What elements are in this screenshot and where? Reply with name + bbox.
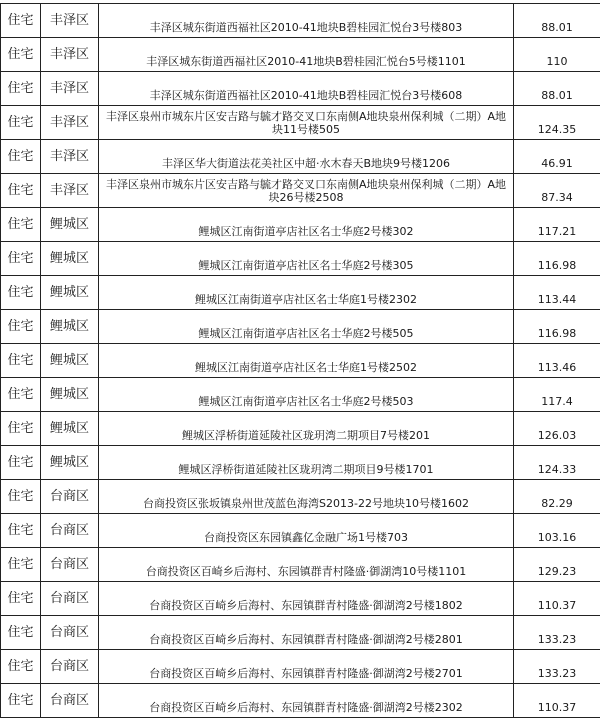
address-cell: 台商投资区百崎乡后海村、东园镇群青村隆盛·御湖湾2号楼2701 <box>99 650 514 684</box>
table-row <box>1 4 600 38</box>
district-cell: 鲤城区 <box>41 344 99 378</box>
district-cell: 台商区 <box>41 480 99 514</box>
area-cell: 88.01 <box>514 4 600 38</box>
district-cell: 台商区 <box>41 616 99 650</box>
area-cell: 124.35 <box>514 106 600 140</box>
district-cell: 丰泽区 <box>41 4 99 38</box>
property-type-cell: 住宅 <box>1 140 41 174</box>
table-row <box>1 276 600 310</box>
district-cell: 丰泽区 <box>41 72 99 106</box>
address-cell: 台商投资区百崎乡后海村、东园镇群青村隆盛·御湖湾2号楼2302 <box>99 684 514 718</box>
address-cell: 台商投资区张坂镇泉州世茂蓝色海湾S2013-22号地块10号楼1602 <box>99 480 514 514</box>
area-cell: 124.33 <box>514 446 600 480</box>
property-type-cell: 住宅 <box>1 174 41 208</box>
area-cell: 117.4 <box>514 378 600 412</box>
table-row <box>1 174 600 208</box>
table-row <box>1 616 600 650</box>
property-type-cell: 住宅 <box>1 684 41 718</box>
property-type-cell: 住宅 <box>1 310 41 344</box>
address-cell: 丰泽区城东街道西福社区2010-41地块B碧桂园汇悦台3号楼803 <box>99 4 514 38</box>
address-cell: 鲤城区江南街道亭店社区名士华庭1号楼2302 <box>99 276 514 310</box>
property-type-cell: 住宅 <box>1 4 41 38</box>
address-cell: 鲤城区江南街道亭店社区名士华庭2号楼503 <box>99 378 514 412</box>
area-cell: 133.23 <box>514 616 600 650</box>
area-cell: 126.03 <box>514 412 600 446</box>
property-type-cell: 住宅 <box>1 38 41 72</box>
district-cell: 鲤城区 <box>41 242 99 276</box>
area-cell: 82.29 <box>514 480 600 514</box>
area-cell: 103.16 <box>514 514 600 548</box>
district-cell: 台商区 <box>41 684 99 718</box>
address-cell: 台商投资区百崎乡后海村、东园镇群青村隆盛·御湖湾10号楼1101 <box>99 548 514 582</box>
table-row <box>1 446 600 480</box>
table-row <box>1 310 600 344</box>
property-type-cell: 住宅 <box>1 242 41 276</box>
property-table <box>0 3 600 718</box>
table-row <box>1 548 600 582</box>
area-cell: 133.23 <box>514 650 600 684</box>
address-cell: 丰泽区城东街道西福社区2010-41地块B碧桂园汇悦台5号楼1101 <box>99 38 514 72</box>
property-type-cell: 住宅 <box>1 514 41 548</box>
address-cell: 鲤城区江南街道亭店社区名士华庭2号楼302 <box>99 208 514 242</box>
address-cell: 台商投资区东园镇鑫亿金融广场1号楼703 <box>99 514 514 548</box>
table-row <box>1 684 600 718</box>
address-cell: 鲤城区江南街道亭店社区名士华庭2号楼505 <box>99 310 514 344</box>
address-cell: 台商投资区百崎乡后海村、东园镇群青村隆盛·御湖湾2号楼2801 <box>99 616 514 650</box>
table-body <box>1 4 600 718</box>
property-type-cell: 住宅 <box>1 616 41 650</box>
district-cell: 丰泽区 <box>41 174 99 208</box>
table-row <box>1 208 600 242</box>
table-row <box>1 140 600 174</box>
property-type-cell: 住宅 <box>1 378 41 412</box>
district-cell: 丰泽区 <box>41 38 99 72</box>
area-cell: 46.91 <box>514 140 600 174</box>
area-cell: 116.98 <box>514 242 600 276</box>
district-cell: 鲤城区 <box>41 446 99 480</box>
table-row <box>1 480 600 514</box>
table-row <box>1 72 600 106</box>
property-type-cell: 住宅 <box>1 344 41 378</box>
address-cell: 丰泽区泉州市城东片区安吉路与毓才路交叉口东南侧A地块泉州保利城（二期）A地块26号楼2508 <box>99 174 514 208</box>
table-row <box>1 38 600 72</box>
district-cell: 鲤城区 <box>41 310 99 344</box>
area-cell: 117.21 <box>514 208 600 242</box>
table-row <box>1 344 600 378</box>
address-cell: 丰泽区泉州市城东片区安吉路与毓才路交叉口东南侧A地块泉州保利城（二期）A地块11号楼505 <box>99 106 514 140</box>
property-type-cell: 住宅 <box>1 106 41 140</box>
district-cell: 鲤城区 <box>41 412 99 446</box>
table-row <box>1 514 600 548</box>
district-cell: 台商区 <box>41 548 99 582</box>
area-cell: 110 <box>514 38 600 72</box>
area-cell: 88.01 <box>514 72 600 106</box>
table-row <box>1 106 600 140</box>
area-cell: 129.23 <box>514 548 600 582</box>
property-type-cell: 住宅 <box>1 412 41 446</box>
area-cell: 87.34 <box>514 174 600 208</box>
district-cell: 鲤城区 <box>41 378 99 412</box>
area-cell: 110.37 <box>514 582 600 616</box>
district-cell: 鲤城区 <box>41 208 99 242</box>
table-row <box>1 412 600 446</box>
property-type-cell: 住宅 <box>1 548 41 582</box>
district-cell: 台商区 <box>41 650 99 684</box>
address-cell: 鲤城区江南街道亭店社区名士华庭2号楼305 <box>99 242 514 276</box>
address-cell: 鲤城区江南街道亭店社区名士华庭1号楼2502 <box>99 344 514 378</box>
table-row <box>1 582 600 616</box>
property-type-cell: 住宅 <box>1 208 41 242</box>
property-type-cell: 住宅 <box>1 582 41 616</box>
district-cell: 台商区 <box>41 582 99 616</box>
district-cell: 台商区 <box>41 514 99 548</box>
area-cell: 113.44 <box>514 276 600 310</box>
area-cell: 113.46 <box>514 344 600 378</box>
table-row <box>1 378 600 412</box>
address-cell: 鲤城区浮桥街道延陵社区珑玥湾二期项目7号楼201 <box>99 412 514 446</box>
area-cell: 110.37 <box>514 684 600 718</box>
property-type-cell: 住宅 <box>1 72 41 106</box>
property-type-cell: 住宅 <box>1 480 41 514</box>
district-cell: 鲤城区 <box>41 276 99 310</box>
property-type-cell: 住宅 <box>1 276 41 310</box>
property-type-cell: 住宅 <box>1 446 41 480</box>
address-cell: 丰泽区华大街道法花美社区中超·水木春天B地块9号楼1206 <box>99 140 514 174</box>
table-row <box>1 242 600 276</box>
district-cell: 丰泽区 <box>41 106 99 140</box>
address-cell: 丰泽区城东街道西福社区2010-41地块B碧桂园汇悦台3号楼608 <box>99 72 514 106</box>
area-cell: 116.98 <box>514 310 600 344</box>
address-cell: 鲤城区浮桥街道延陵社区珑玥湾二期项目9号楼1701 <box>99 446 514 480</box>
property-type-cell: 住宅 <box>1 650 41 684</box>
address-cell: 台商投资区百崎乡后海村、东园镇群青村隆盛·御湖湾2号楼1802 <box>99 582 514 616</box>
district-cell: 丰泽区 <box>41 140 99 174</box>
